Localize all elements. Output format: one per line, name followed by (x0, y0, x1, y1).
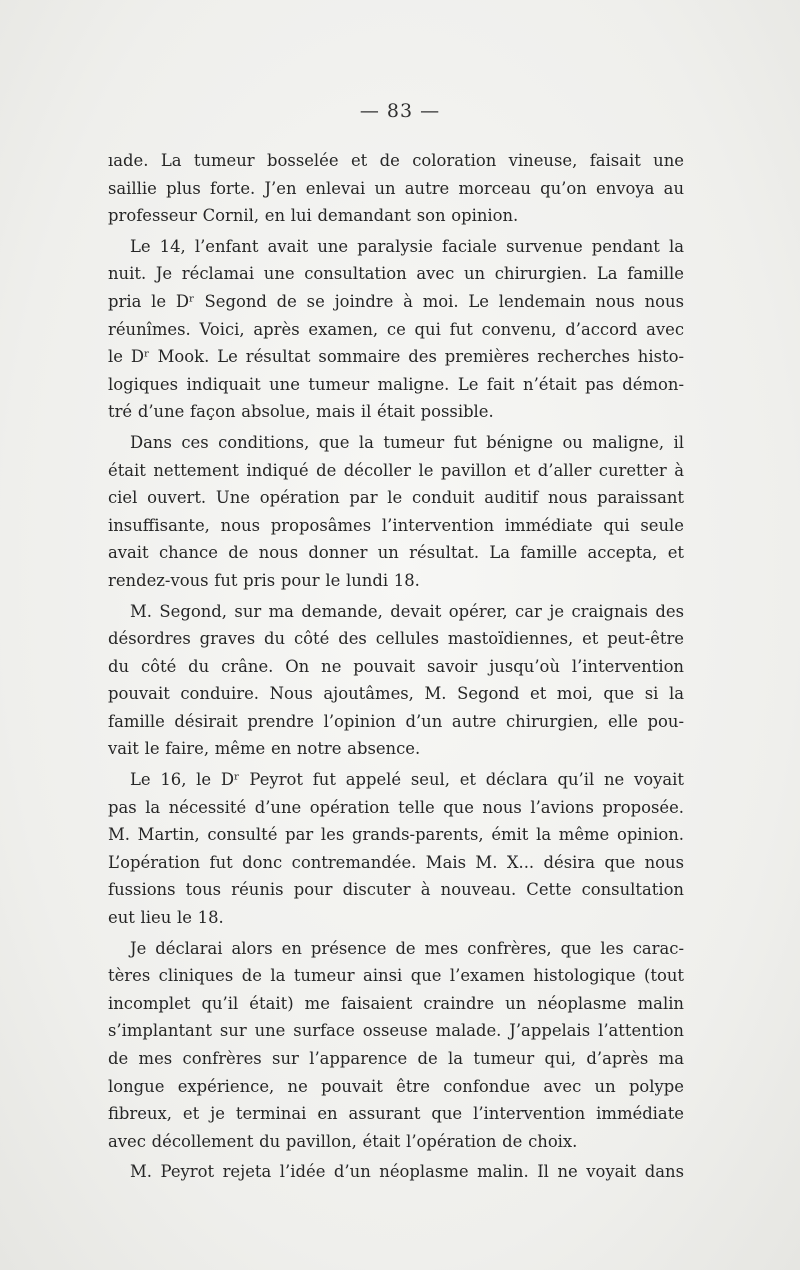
text-line: Le 14, l’enfant avait une paralysie faciale survenue pendant la (130, 236, 684, 256)
text-line: M. Martin, consulté par les grands-parents, émit la même opinion. (108, 825, 684, 845)
text-line: fussions tous réunis pour discuter à nouveau. Cette consultation (108, 880, 684, 900)
paragraph-2 (108, 233, 684, 426)
text-line: ciel ouvert. Une opération par le conduit auditif nous paraissant (108, 488, 684, 508)
page-number: — 83 — (359, 100, 441, 122)
text-line: insuffisante, nous proposâmes l’intervention immédiate qui seule (108, 515, 684, 535)
paragraph-3 (108, 429, 684, 595)
paragraph-4 (108, 598, 684, 764)
paragraph-5 (108, 766, 684, 932)
text-line: avec décollement du pavillon, était l’opération de choix. (108, 1131, 578, 1151)
body-text (108, 147, 684, 1189)
text-line: pria le Dʳ Segond de se joindre à moi. Le lendemain nous nous (108, 291, 684, 311)
text-line: du côté du crâne. On ne pouvait savoir jusqu’où l’intervention (108, 656, 684, 676)
text-line: L’opération fut donc contremandée. Mais M. X... désira que nous (108, 852, 684, 872)
text-line: nuit. Je réclamai une consultation avec un chirurgien. La famille (108, 264, 684, 284)
paragraph-1 (108, 147, 684, 230)
paragraph-7 (108, 1158, 684, 1186)
text-line: eut lieu le 18. (108, 908, 224, 928)
text-line: le Dʳ Mook. Le résultat sommaire des premières recherches histo- (108, 347, 684, 367)
text-line: saillie plus forte. J’en enlevai un autre morceau qu’on envoya au (108, 178, 684, 198)
text-line: logiques indiquait une tumeur maligne. Le fait n’était pas démon- (108, 374, 684, 394)
text-line: incomplet qu’il était) me faisaient craindre un néoplasme malin (108, 993, 684, 1013)
text-line: tré d’une façon absolue, mais il était possible. (108, 402, 494, 422)
text-line: M. Segond, sur ma demande, devait opérer, car je craignais des (130, 601, 684, 621)
text-line: fibreux, et je terminai en assurant que l’intervention immédiate (108, 1104, 684, 1124)
text-line: était nettement indiqué de décoller le pavillon et d’aller curetter à (108, 460, 684, 480)
text-line: s’implantant sur une surface osseuse malade. J’appelais l’attention (108, 1021, 684, 1041)
text-line: de mes confrères sur l’apparence de la tumeur qui, d’après ma (108, 1049, 684, 1068)
text-line: tères cliniques de la tumeur ainsi que l’examen histologique (tout (108, 966, 684, 986)
text-line: vait le faire, même en notre absence. (108, 739, 421, 759)
text-line: professeur Cornil, en lui demandant son opinion. (108, 206, 519, 226)
text-line: avait chance de nous donner un résultat. La famille accepta, et (108, 543, 684, 563)
text-line: longue expérience, ne pouvait être confondue avec un polype (108, 1076, 684, 1096)
text-line: ıade. La tumeur bosselée et de coloration vineuse, faisait une (108, 151, 684, 170)
text-line: Le 16, le Dʳ Peyrot fut appelé seul, et déclara qu’il ne voyait (130, 770, 684, 790)
text-line: pouvait conduire. Nous ajoutâmes, M. Segond et moi, que si la (108, 684, 684, 704)
text-line: Je déclarai alors en présence de mes confrères, que les carac- (130, 938, 684, 958)
text-line: désordres graves du côté des cellules mastoïdiennes, et peut-être (108, 629, 684, 649)
text-line: famille désirait prendre l’opinion d’un autre chirurgien, elle pou- (108, 711, 684, 731)
text-line: réunîmes. Voici, après examen, ce qui fut convenu, d’accord avec (108, 319, 684, 339)
text-line: pas la nécessité d’une opération telle que nous l’avions proposée. (108, 797, 684, 817)
text-line: Dans ces conditions, que la tumeur fut bénigne ou maligne, il (130, 432, 684, 452)
text-line: rendez-vous fut pris pour le lundi 18. (108, 570, 420, 590)
text-line: M. Peyrot rejeta l’idée d’un néoplasme malin. Il ne voyait dans (130, 1162, 684, 1182)
paragraph-6 (108, 935, 684, 1156)
